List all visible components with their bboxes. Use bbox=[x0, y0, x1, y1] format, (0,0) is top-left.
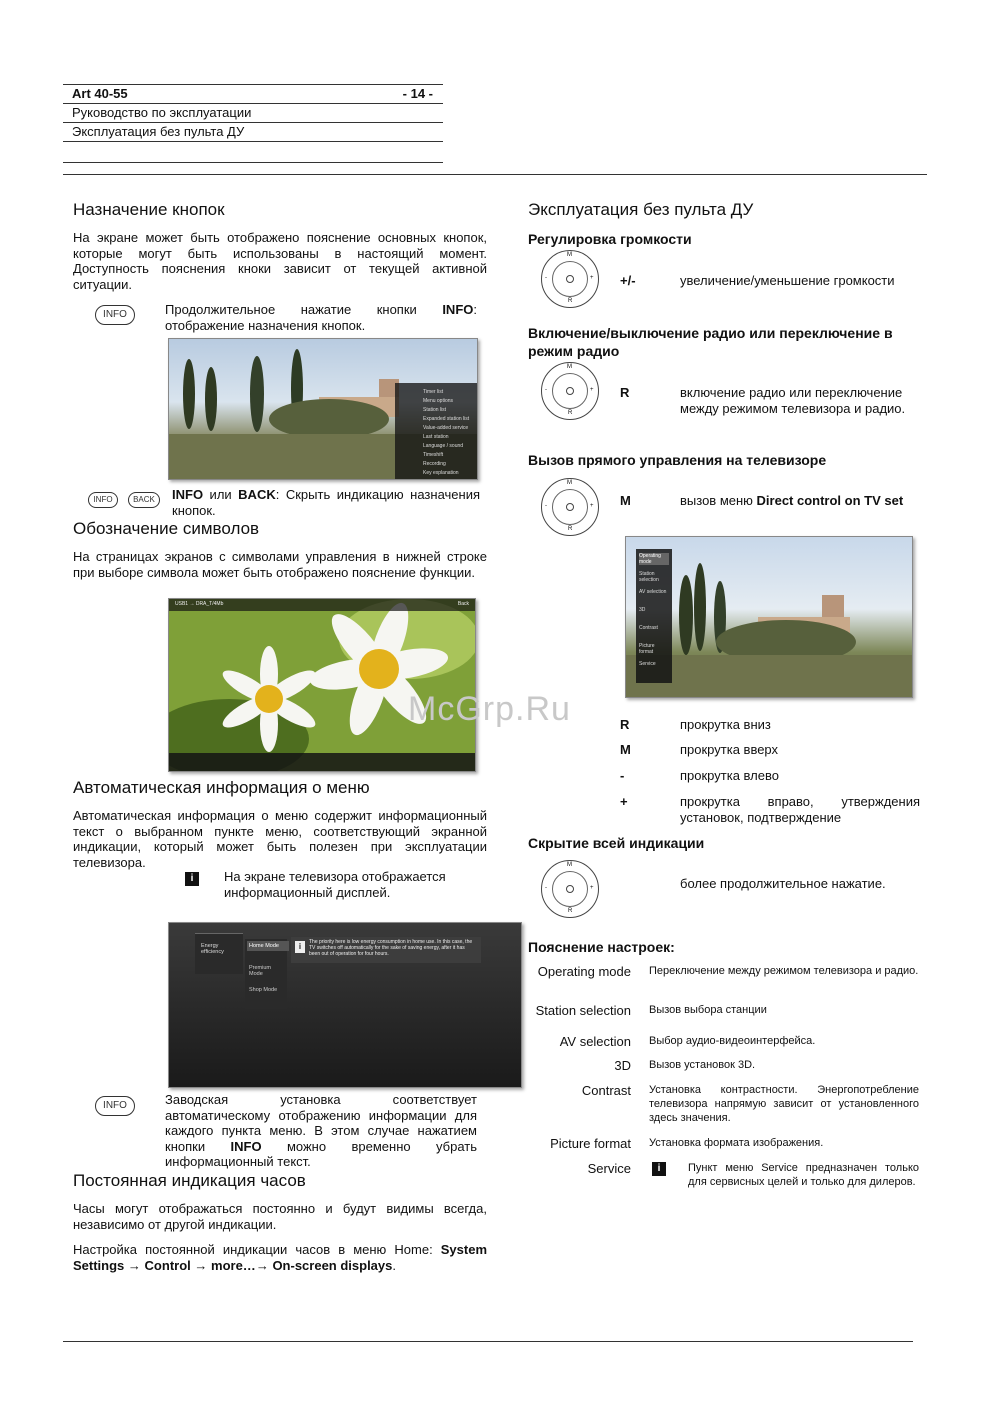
expl-value-1: Переключение между режимом телевизора и радио. bbox=[649, 965, 919, 977]
header-section: Эксплуатация без пульта ДУ bbox=[63, 122, 443, 141]
scroll-key-3: - bbox=[620, 768, 625, 783]
dial-r: R bbox=[568, 410, 573, 416]
scroll-desc-1: прокрутка вниз bbox=[680, 717, 771, 732]
volume-key: +/- bbox=[620, 273, 636, 288]
radio-dial-icon bbox=[541, 362, 599, 420]
factory-a: Заводская установка соответствует автоматическому отображению информации для каждого пункта меню. В этом случае нажатием кнопки bbox=[165, 1092, 477, 1154]
scroll-desc-4: прокрутка вправо, утверждения установок, подтверждение bbox=[680, 794, 920, 825]
dial-plus: + bbox=[590, 275, 594, 281]
hide-all-title: Скрытие всей индикации bbox=[528, 835, 705, 851]
volume-title: Регулировка громкости bbox=[528, 231, 692, 247]
screen-back-label: Back bbox=[457, 601, 469, 607]
dial-r: R bbox=[568, 298, 573, 304]
expl-label-2: Station selection bbox=[535, 1003, 631, 1018]
scroll-key-2: M bbox=[620, 742, 631, 757]
clock-e: On-screen displays bbox=[272, 1257, 393, 1273]
daisy-illustration bbox=[169, 599, 475, 771]
expl-label-7: Service bbox=[587, 1161, 631, 1176]
direct-desc-a: вызов меню bbox=[680, 493, 757, 508]
auto-info-factory bbox=[165, 1092, 477, 1170]
radio-key: R bbox=[620, 385, 630, 400]
scroll-key-1: R bbox=[620, 717, 630, 732]
expl-value-5: Установка контрастности. Энергопотребление телевизора напрямую зависит от установленного здесь значения. bbox=[649, 1084, 919, 1124]
overlay-item-3: Station list bbox=[423, 407, 447, 413]
volume-desc: увеличение/уменьшение громкости bbox=[680, 273, 895, 288]
expl-label-6: Picture format bbox=[550, 1136, 631, 1151]
radio-title: Включение/выключение радио или переключение в режим радио bbox=[528, 325, 893, 359]
clock-d: more… bbox=[211, 1257, 256, 1273]
hide-dial-icon bbox=[541, 860, 599, 918]
clock-a: Настройка постоянной индикации часов в меню Home: bbox=[73, 1242, 441, 1257]
hide-text-rest: : Скрыть индикацию назначения кнопок. bbox=[172, 487, 480, 518]
dial-minus: - bbox=[545, 387, 547, 393]
hide-all-desc: более продолжительное нажатие. bbox=[680, 876, 886, 891]
back-button-small: BACK bbox=[128, 492, 160, 508]
dial-plus: + bbox=[590, 503, 594, 509]
section-title-symbols: Обозначение символов bbox=[73, 519, 260, 538]
auto-info-intro: Автоматическая информация о меню содержит информационный текст о выбранном пункте меню, соответствующий экранной индикации, который может быть полезен при эксплуатации телевизора. bbox=[73, 808, 487, 870]
overlay-item-2: Menu options bbox=[423, 398, 454, 404]
menu-info-i-icon: i bbox=[295, 941, 305, 953]
direct-desc-b: Direct control on TV set bbox=[756, 493, 904, 508]
expl-label-1: Operating mode bbox=[537, 964, 631, 979]
hide-text-back: BACK bbox=[238, 487, 276, 502]
dial-m: M bbox=[567, 252, 572, 258]
info-text-c: : отображение назначения кнопок. bbox=[165, 302, 477, 333]
top-divider bbox=[63, 174, 927, 175]
bottom-divider bbox=[63, 1341, 913, 1342]
menu-info-screenshot bbox=[168, 922, 522, 1088]
tv-menu-item-5: Contrast bbox=[639, 625, 658, 631]
menu-col1-item: Energy efficiency bbox=[201, 943, 224, 955]
header-model-row bbox=[63, 84, 443, 103]
menu-info-text: The priority here is low energy consumption in home use. In this case, the TV switches off automatically for the sake of saving energy, after it has been out of operation for four hours. bbox=[309, 939, 473, 957]
tv-menu-item-3: AV selection bbox=[639, 589, 667, 595]
dial-m: M bbox=[567, 862, 572, 868]
volume-dial-icon bbox=[541, 250, 599, 308]
expl-value-2: Вызов выбора станции bbox=[649, 1004, 767, 1016]
symbols-intro: На страницах экранов с символами управления в нижней строке при выборе символа может быть отображено пояснение функции. bbox=[73, 549, 487, 580]
hide-key-explanation-text bbox=[172, 487, 480, 518]
header-empty-row bbox=[63, 141, 443, 162]
direct-desc bbox=[680, 493, 920, 509]
info-button-small: INFO bbox=[88, 492, 118, 508]
info-long-press-text bbox=[165, 302, 477, 333]
overlay-item-1: Timer list bbox=[423, 389, 444, 395]
expl-value-6: Установка формата изображения. bbox=[649, 1137, 824, 1149]
tv-menu-item-7: Service bbox=[639, 661, 656, 667]
expl-label-3: AV selection bbox=[559, 1034, 631, 1049]
service-info-icon: i bbox=[652, 1162, 666, 1176]
section-title-auto-info: Автоматическая информация о меню bbox=[73, 778, 370, 797]
menu-col2-item-2: Premium Mode bbox=[249, 965, 272, 977]
clock-settings: Настройка постоянной индикации часов в меню Home: System Settings → Control → more…→ On-screen displays. bbox=[73, 1242, 487, 1273]
tv-menu-item-1: Operating mode bbox=[639, 553, 669, 565]
factory-c: можно временно убрать информационный текст. bbox=[165, 1138, 478, 1169]
page-header bbox=[63, 84, 443, 163]
header-bottom-rule bbox=[63, 162, 443, 163]
menu-col2-item-1: Home Mode bbox=[247, 941, 289, 951]
direct-control-screenshot bbox=[625, 536, 913, 698]
expl-value-4: Вызов установок 3D. bbox=[649, 1059, 756, 1071]
settings-explanation-title: Пояснение настроек: bbox=[528, 939, 675, 955]
tv-menu-item-6: Picture format bbox=[639, 643, 655, 655]
info-text-a: Продолжительное нажатие кнопки bbox=[165, 302, 443, 317]
header-manual: Руководство по эксплуатации bbox=[63, 103, 443, 122]
dial-minus: - bbox=[545, 885, 547, 891]
factory-b: INFO bbox=[230, 1138, 262, 1154]
menu-col2-item-3: Shop Mode bbox=[249, 987, 278, 993]
dial-plus: + bbox=[590, 387, 594, 393]
scroll-desc-3: прокрутка влево bbox=[680, 768, 779, 783]
overlay-item-10: Key explanation bbox=[423, 470, 459, 476]
direct-control-title: Вызов прямого управления на телевизоре bbox=[528, 452, 827, 468]
clock-arrow-2: → bbox=[194, 1257, 208, 1273]
header-model: Art 40-55 bbox=[72, 86, 128, 101]
clock-arrow-3: → bbox=[255, 1257, 269, 1273]
overlay-item-6: Last station bbox=[423, 434, 449, 440]
dial-m: M bbox=[567, 364, 572, 370]
info-text-b: INFO bbox=[442, 302, 474, 317]
dial-minus: - bbox=[545, 503, 547, 509]
expl-value-7: Пункт меню Service предназначен только для сервисных целей и только для дилеров. bbox=[688, 1162, 919, 1188]
section-title-buttons: Назначение кнопок bbox=[73, 200, 225, 219]
info-button-icon: INFO bbox=[95, 305, 135, 325]
direct-key: M bbox=[620, 493, 631, 508]
hide-text-or: или bbox=[203, 487, 239, 502]
dial-minus: - bbox=[545, 275, 547, 281]
clock-arrow-1: → bbox=[127, 1257, 141, 1273]
overlay-item-4: Expanded station list bbox=[423, 416, 470, 422]
right-title: Эксплуатация без пульта ДУ bbox=[528, 200, 754, 219]
dial-m: M bbox=[567, 480, 572, 486]
clock-c: Control bbox=[144, 1257, 191, 1273]
dial-r: R bbox=[568, 526, 573, 532]
watermark: McGrp.Ru bbox=[408, 690, 571, 728]
auto-info-note: На экране телевизора отображается информационный дисплей. bbox=[224, 869, 446, 900]
radio-desc: включение радио или переключение между режимом телевизора и радио. bbox=[680, 385, 906, 416]
tv-menu-item-4: 3D bbox=[639, 607, 646, 613]
expl-label-5: Contrast bbox=[581, 1083, 631, 1098]
dial-r: R bbox=[568, 908, 573, 914]
scroll-desc-2: прокрутка вверх bbox=[680, 742, 779, 757]
expl-value-3: Выбор аудио-видеоинтерфейса. bbox=[649, 1035, 816, 1047]
section-title-clock: Постоянная индикация часов bbox=[73, 1171, 306, 1190]
screen-top-path: USB1 → DRA_T/4Mb bbox=[175, 601, 224, 607]
expl-label-4: 3D bbox=[614, 1058, 631, 1073]
overlay-item-7: Language / sound bbox=[423, 443, 464, 449]
clock-b: System Settings bbox=[73, 1242, 487, 1273]
scroll-key-4: + bbox=[620, 794, 628, 809]
dial-plus: + bbox=[590, 885, 594, 891]
overlay-item-8: Timeshift bbox=[423, 452, 444, 458]
hide-text-info: INFO bbox=[172, 487, 204, 502]
symbols-screenshot bbox=[168, 598, 476, 772]
overlay-item-5: Value-added service bbox=[423, 425, 469, 431]
header-page-number: - 14 - bbox=[402, 86, 433, 101]
info-i-icon: i bbox=[185, 872, 199, 886]
key-explanation-screenshot bbox=[168, 338, 478, 480]
clock-intro: Часы могут отображаться постоянно и будут видимы всегда, независимо от другой индикации. bbox=[73, 1201, 487, 1232]
info-button-icon-2: INFO bbox=[95, 1096, 135, 1116]
direct-dial-icon bbox=[541, 478, 599, 536]
tv-menu-item-2: Station selection bbox=[639, 571, 659, 583]
overlay-item-9: Recording bbox=[423, 461, 446, 467]
buttons-intro: На экране может быть отображено пояснение основных кнопок, которые могут быть использованы в настоящий момент. Доступность пояснения кноки зависит от текущей активной ситуации. bbox=[73, 230, 487, 292]
